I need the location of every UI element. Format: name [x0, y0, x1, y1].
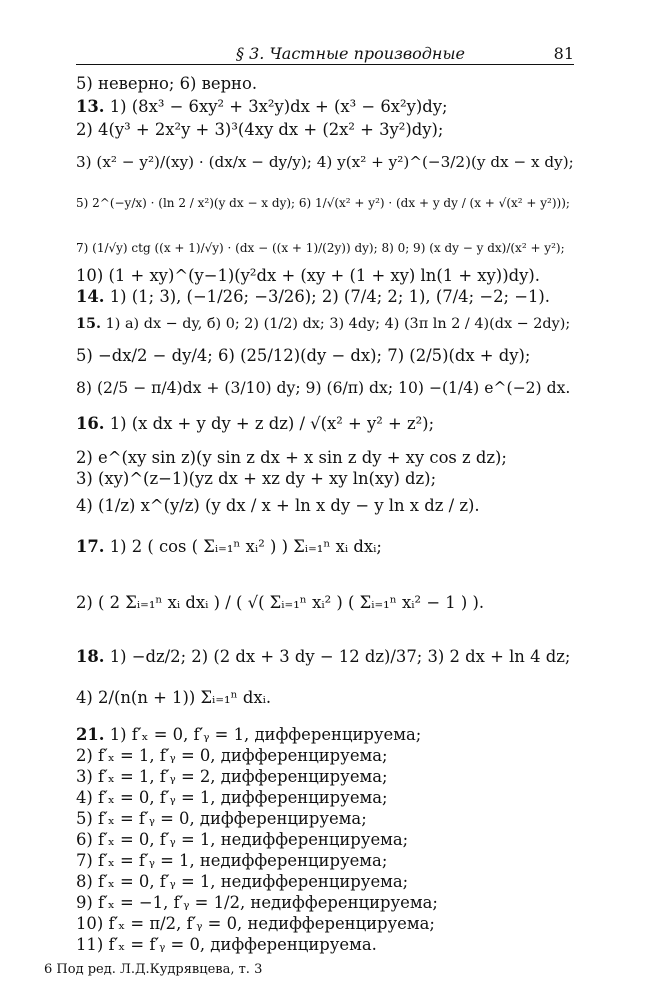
answer-line	[76, 914, 435, 934]
answer-line	[76, 120, 443, 140]
answer-line	[76, 746, 388, 766]
answer-text: 6) f′ₓ = 0, f′ᵧ = 1, недифференцируема;	[76, 830, 409, 849]
answer-line	[76, 593, 484, 613]
answer-text: 3) (xy)^(z−1)(yz dx + xz dy + xy ln(xy) dz);	[76, 469, 437, 488]
answer-line	[76, 378, 570, 398]
problem-number: 13.	[76, 97, 105, 116]
answer-text: 4) (1/z) x^(y/z) (y dx / x + ln x dy − y ln x dz / z).	[76, 496, 480, 515]
problem-number: 15.	[76, 315, 102, 332]
answer-line	[76, 725, 421, 745]
answer-text: 1) (1; 3), (−1/26; −3/26); 2) (7/4; 2; 1), (7/4; −2; −1).	[104, 287, 550, 306]
problem-number: 14.	[76, 287, 105, 306]
answer-line	[76, 448, 507, 468]
answer-text: 4) f′ₓ = 0, f′ᵧ = 1, дифференцируема;	[76, 788, 388, 807]
header-rule	[76, 64, 574, 65]
answer-text: 5) неверно; 6) верно.	[76, 74, 258, 93]
answer-line	[76, 647, 570, 667]
answer-line	[76, 688, 271, 708]
answer-line	[76, 346, 530, 366]
answer-text: 2) ( 2 Σᵢ₌₁ⁿ xᵢ dxᵢ ) / ( √( Σᵢ₌₁ⁿ xᵢ² ) ( Σᵢ₌₁ⁿ xᵢ² − 1 ) ).	[76, 593, 485, 612]
answer-text: 1) а) dx − dy, б) 0; 2) (1/2) dx; 3) 4dy; 4) (3π ln 2 / 4)(dx − 2dy);	[101, 316, 571, 332]
answer-text: 10) f′ₓ = π/2, f′ᵧ = 0, недифференцируема;	[76, 914, 435, 933]
answer-line	[76, 414, 434, 434]
answer-line	[76, 851, 387, 871]
answer-text: 7) f′ₓ = f′ᵧ = 1, недифференцируема;	[76, 851, 388, 870]
answer-text: 1) −dz/2; 2) (2 dx + 3 dy − 12 dz)/37; 3) 2 dx + ln 4 dz;	[104, 647, 571, 666]
answer-line	[76, 193, 570, 213]
running-header	[76, 44, 574, 64]
answer-text: 7) (1/√y) ctg ((x + 1)/√y) · (dx − ((x + 1)/(2y)) dy); 8) 0; 9) (x dy − y dx)/(x² + y²);	[76, 241, 565, 255]
problem-number: 17.	[76, 537, 105, 556]
answer-text: 3) f′ₓ = 1, f′ᵧ = 2, дифференцируема;	[76, 767, 388, 786]
footer-note: 6 Под ред. Л.Д.Кудрявцева, т. 3	[44, 962, 263, 977]
answer-text: 2) e^(xy sin z)(y sin z dx + x sin z dy + xy cos z dz);	[76, 448, 507, 467]
page-number: 81	[553, 44, 574, 63]
answer-line	[76, 314, 570, 334]
answer-line	[76, 266, 540, 286]
problem-number: 18.	[76, 647, 105, 666]
answer-line	[76, 809, 367, 829]
answer-text: 2) f′ₓ = 1, f′ᵧ = 0, дифференцируема;	[76, 746, 388, 765]
section-title: § 3. Частные производные	[236, 44, 465, 63]
answer-text: 11) f′ₓ = f′ᵧ = 0, дифференцируема.	[76, 935, 377, 954]
answer-line	[76, 97, 448, 117]
answer-line	[76, 469, 436, 489]
answer-line	[76, 893, 438, 913]
answer-text: 9) f′ₓ = −1, f′ᵧ = 1/2, недифференцируема;	[76, 893, 438, 912]
answer-text: 5) f′ₓ = f′ᵧ = 0, дифференцируема;	[76, 809, 367, 828]
answer-line	[76, 152, 574, 172]
answer-text: 2) 4(y³ + 2x²y + 3)³(4xy dx + (2x² + 3y²)dy);	[76, 120, 444, 139]
problem-number: 21.	[76, 725, 105, 744]
answer-line	[76, 496, 480, 516]
answer-line	[76, 935, 377, 955]
problem-number: 16.	[76, 414, 105, 433]
answer-text: 1) f′ₓ = 0, f′ᵧ = 1, дифференцируема;	[104, 725, 422, 744]
answer-text: 1) 2 ( cos ( Σᵢ₌₁ⁿ xᵢ² ) ) Σᵢ₌₁ⁿ xᵢ dxᵢ;	[104, 537, 382, 556]
answer-line	[76, 830, 408, 850]
answer-text: 1) (8x³ − 6xy² + 3x²y)dx + (x³ − 6x²y)dy;	[104, 97, 448, 116]
answer-text: 3) (x² − y²)/(xy) · (dx/x − dy/y); 4) y(x² + y²)^(−3/2)(y dx − x dy);	[76, 153, 574, 171]
answer-line	[76, 74, 257, 94]
answer-text: 8) (2/5 − π/4)dx + (3/10) dy; 9) (6/π) dx; 10) −(1/4) e^(−2) dx.	[76, 379, 571, 397]
answer-line	[76, 872, 408, 892]
answer-line	[76, 788, 388, 808]
answer-text: 4) 2/(n(n + 1)) Σᵢ₌₁ⁿ dxᵢ.	[76, 688, 272, 707]
answer-text: 8) f′ₓ = 0, f′ᵧ = 1, недифференцируема;	[76, 872, 409, 891]
answer-text: 1) (x dx + y dy + z dz) / √(x² + y² + z²);	[104, 414, 435, 433]
answer-line	[76, 287, 550, 307]
answer-text: 5) −dx/2 − dy/4; 6) (25/12)(dy − dx); 7) (2/5)(dx + dy);	[76, 346, 531, 365]
answer-line	[76, 537, 382, 557]
answer-text: 5) 2^(−y/x) · (ln 2 / x²)(y dx − x dy); 6) 1/√(x² + y²) · (dx + y dy / (x + √(x² + y²)));	[76, 196, 570, 210]
answer-line	[76, 238, 565, 258]
answer-line	[76, 767, 388, 787]
answer-text: 10) (1 + xy)^(y−1)(y²dx + (xy + (1 + xy) ln(1 + xy))dy).	[76, 266, 540, 285]
